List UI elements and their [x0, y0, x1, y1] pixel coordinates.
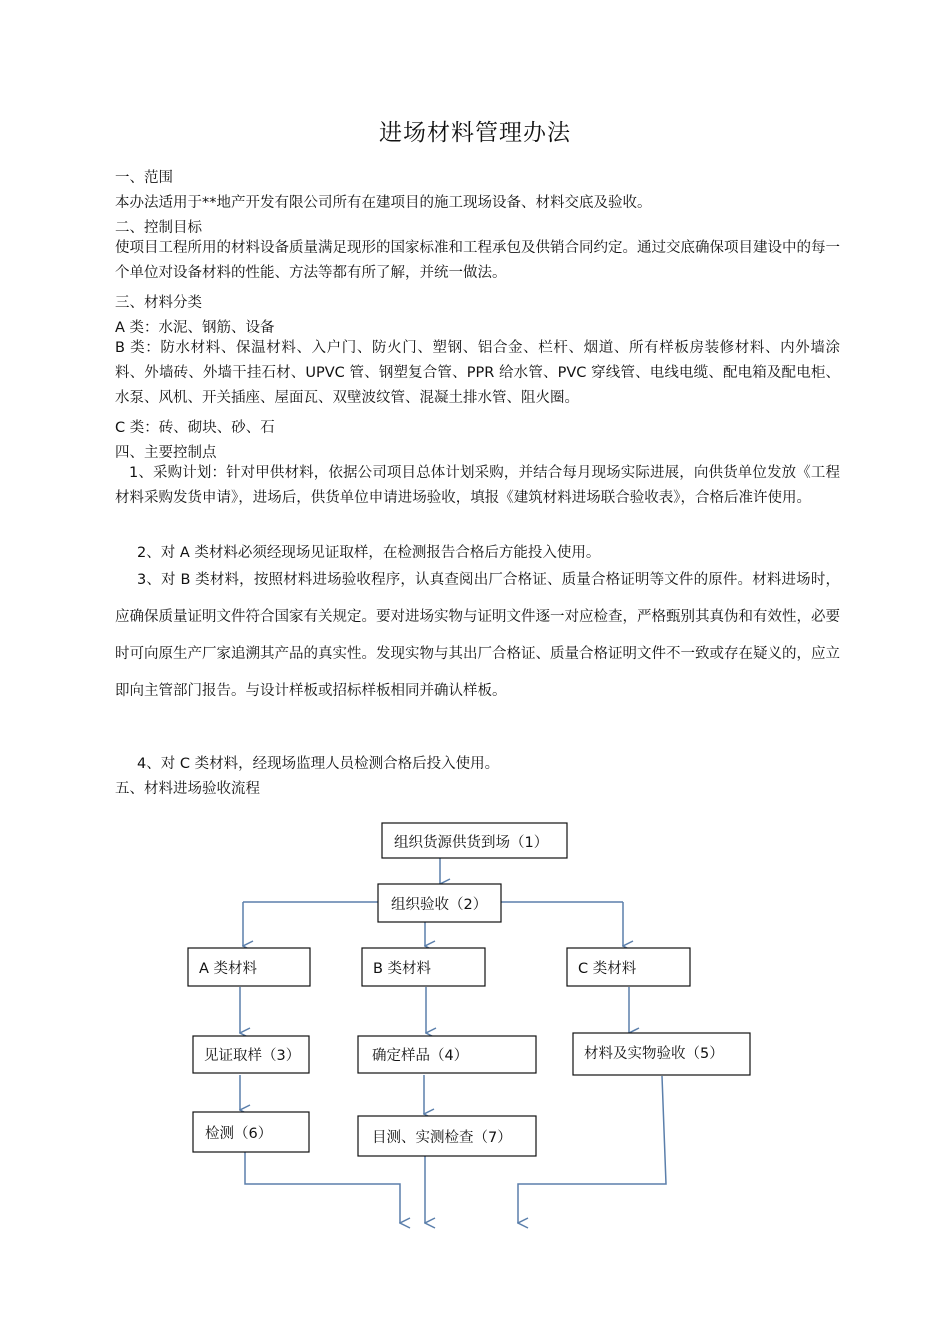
section1-heading: 一、范围 — [115, 170, 173, 186]
box-visual-label: 目测、实测检查（7） — [372, 1130, 512, 1146]
section1-text: 本办法适用于**地产开发有限公司所有在建项目的施工现场设备、材料交底及验收。 — [115, 195, 652, 211]
box-class-c-label: C 类材料 — [578, 961, 637, 977]
box-sample-label: 确定样品（4） — [372, 1048, 469, 1064]
class-b-text: B 类：防水材料、保温材料、入户门、防火门、塑钢、铝合金、栏杆、烟道、所有样板房装修材料、内外墙涂料、外墙砖、外墙干挂石材、UPVC 管、钢塑复合管、PPR 给水管、PVC 穿线管、电线电缆、配电箱及配电柜、水泵、风机、开关插座、屋面瓦、双壁波纹管、混凝土排水管、阻火圈。 — [115, 340, 840, 406]
box-test-label: 检测（6） — [205, 1126, 273, 1142]
box-class-b-label: B 类材料 — [373, 961, 432, 977]
arrow-6-out — [245, 1152, 400, 1223]
section5-heading: 五、材料进场验收流程 — [115, 781, 260, 797]
control-point-2: 2、对 A 类材料必须经现场见证取样，在检测报告合格后方能投入使用。 — [137, 545, 601, 561]
section4-heading: 四、主要控制点 — [115, 445, 217, 461]
box-inspect-label: 材料及实物验收（5） — [584, 1046, 724, 1062]
control-point-1: 1、采购计划：针对甲供材料，依据公司项目总体计划采购，并结合每月现场实际进展，向供货单位发放《工程材料采购发货申请》，进场后，供货单位申请进场验收，填报《建筑材料进场联合验收表》，合格后准许使用。 — [115, 465, 840, 506]
control-point-4: 4、对 C 类材料，经现场监理人员检测合格后投入使用。 — [137, 756, 500, 772]
page-title: 进场材料管理办法 — [379, 120, 571, 146]
box-witness-label: 见证取样（3） — [204, 1048, 301, 1064]
flow-boxes — [188, 823, 750, 1156]
box-class-a-label: A 类材料 — [199, 961, 258, 977]
section2-heading: 二、控制目标 — [115, 220, 202, 236]
arrow-5-out — [518, 1076, 666, 1223]
box-supply-label: 组织货源供货到场（1） — [394, 835, 549, 851]
box-accept-label: 组织验收（2） — [391, 897, 488, 913]
section2-text: 使项目工程所用的材料设备质量满足现形的国家标准和工程承包及供销合同约定。通过交底确保项目建设中的每一个单位对设备材料的性能、方法等都有所了解，并统一做法。 — [115, 240, 840, 281]
control-point-3: 3、对 B 类材料，按照材料进场验收程序，认真查阅出厂合格证、质量合格证明等文件的原件。材料进场时，应确保质量证明文件符合国家有关规定。要对进场实物与证明文件逐一对应检查，严格甄别其真伪和有效性，必要时可向原生产厂家追溯其产品的真实性。发现实物与其出厂合格证、质量合格证明文件不一致或存在疑义的，应立即向主管部门报告。与设计样板或招标样板相同并确认样板。 — [115, 572, 840, 699]
class-a-text: A 类：水泥、钢筋、设备 — [115, 320, 275, 336]
section3-heading: 三、材料分类 — [115, 295, 202, 311]
class-c-text: C 类：砖、砌块、砂、石 — [115, 420, 275, 436]
